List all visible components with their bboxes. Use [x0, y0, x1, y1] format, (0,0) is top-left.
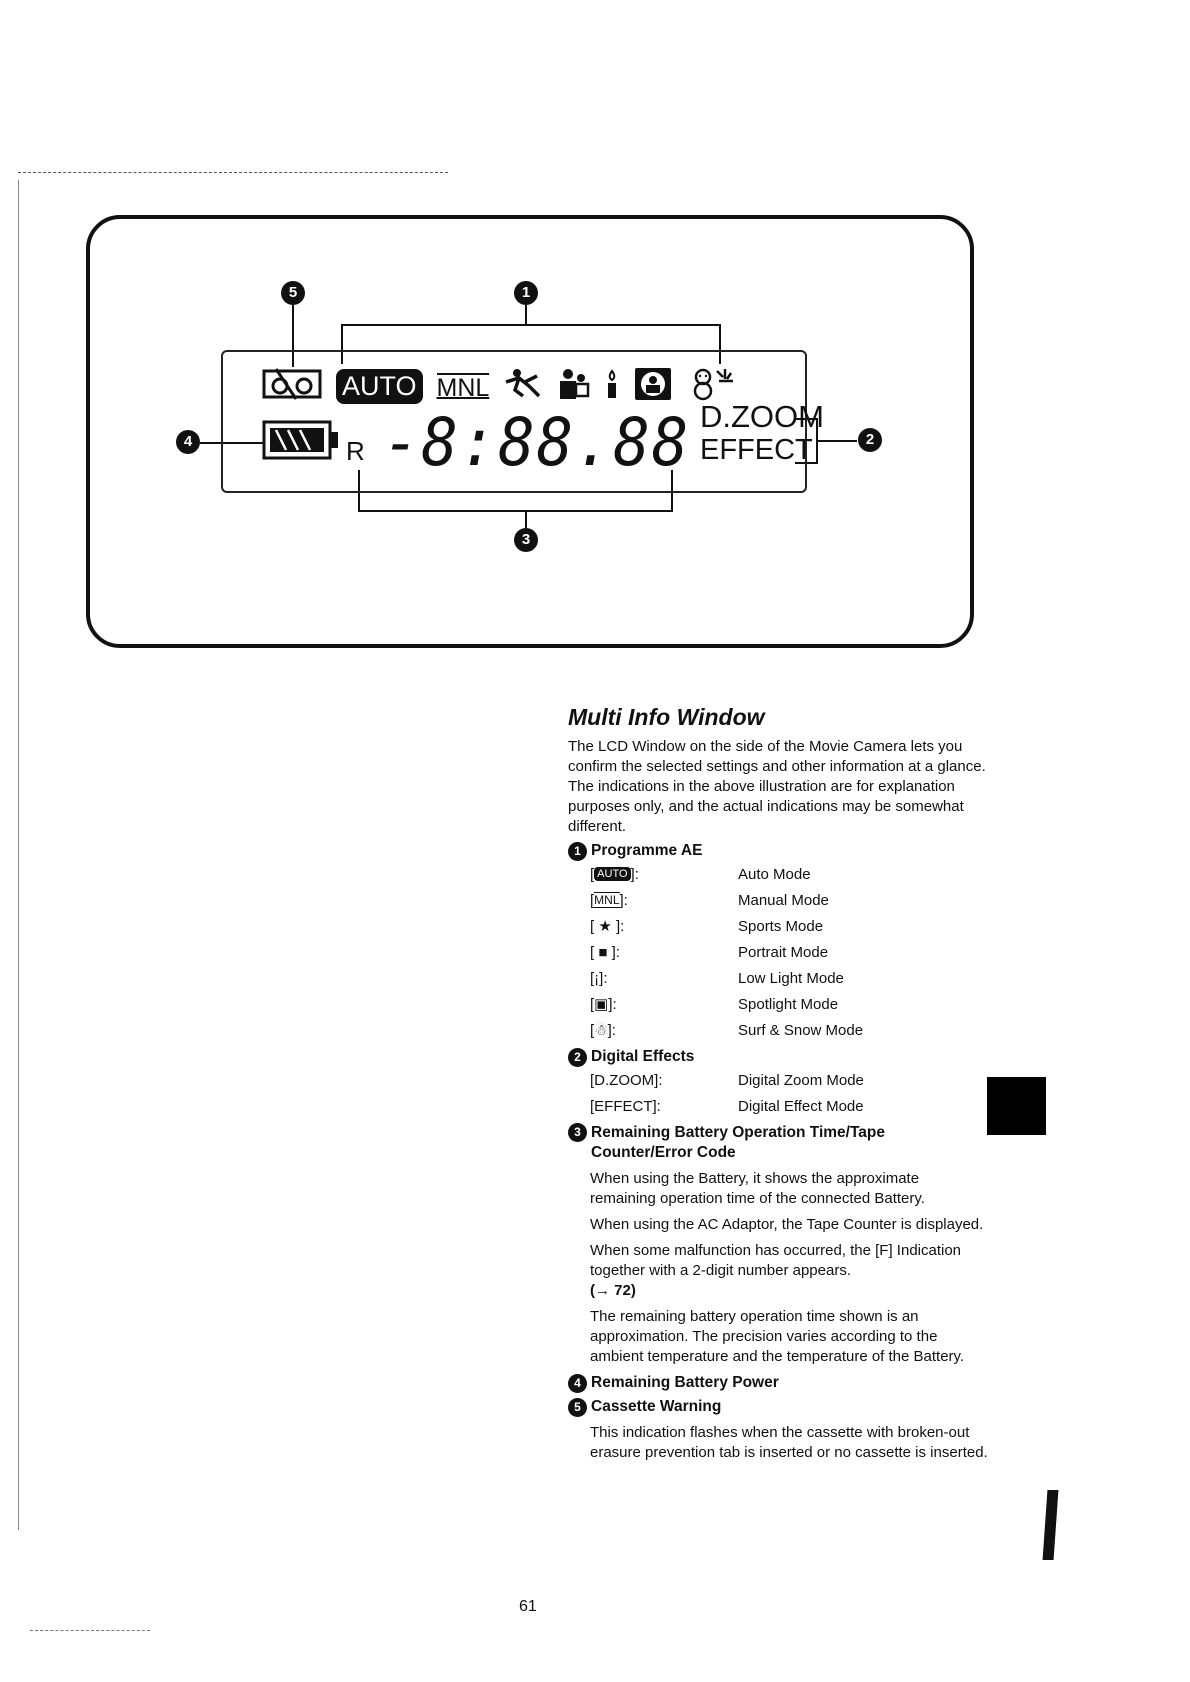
cassette-warning-paragraph: This indication flashes when the cassette with broken-out erasure prevention tab is inserted or no cassette is inserted.: [590, 1424, 988, 1461]
digital-effects-labels: [700, 400, 824, 466]
manual-mode-icon: MNL: [436, 373, 490, 402]
dzoom-label: Digital Zoom Mode: [738, 1071, 864, 1089]
number-badge-5: 5: [568, 1398, 587, 1417]
programme-ae-title: Programme AE: [591, 842, 703, 859]
number-badge-1: 1: [568, 842, 587, 861]
battery-time-title: Remaining Battery Operation Time/Tape Counter/Error Code: [591, 1124, 885, 1161]
scan-artifact-left: [18, 180, 19, 1530]
leader-1-stem: [525, 305, 527, 325]
list-item: [590, 1067, 988, 1093]
manual-mode-mini-icon: MNL: [594, 893, 620, 907]
portrait-key: [ ■ ]:: [590, 943, 620, 961]
cassette-warning-icon: [262, 367, 322, 406]
battery-power-title: Remaining Battery Power: [591, 1374, 779, 1391]
battery-time-paragraph-2: When using the AC Adaptor, the Tape Counter is displayed.: [590, 1216, 984, 1233]
list-item: [590, 1017, 988, 1043]
low-light-mode-label: Low Light Mode: [738, 969, 844, 987]
intro-paragraph-2: The indications in the above illustration are for explanation purposes only, and the actual indications may be somewhat different.: [568, 778, 964, 835]
page-reference: (→ 72): [590, 1282, 636, 1299]
list-item: [590, 861, 988, 887]
callout-1: 1: [514, 281, 538, 305]
list-item: [590, 913, 988, 939]
low-light-key: [¡]:: [590, 969, 608, 987]
cassette-warning-heading: [568, 1397, 988, 1417]
programme-ae-list: [590, 861, 988, 1043]
programme-ae-heading: [568, 841, 988, 861]
battery-time-paragraph-4: The remaining battery operation time shown is an approximation. The precision varies according to the ambient temperature and the temperature of the Battery.: [590, 1308, 965, 1365]
auto-mode-label: Auto Mode: [738, 865, 811, 883]
edge-mark: [1043, 1490, 1059, 1560]
lcd-bottom-row: [262, 404, 717, 481]
dzoom-key: [D.ZOOM]:: [590, 1071, 663, 1089]
lcd-icon-row: [262, 366, 737, 407]
low-light-mode-icon: [605, 369, 619, 404]
record-r-indicator: R: [346, 436, 365, 466]
counter-display: -8:88.88: [382, 404, 690, 481]
section-tab-marker: [987, 1077, 1046, 1135]
list-item: [590, 887, 988, 913]
spotlight-mode-icon: [633, 366, 673, 407]
effect-label: Digital Effect Mode: [738, 1097, 864, 1115]
battery-time-heading: [568, 1123, 988, 1163]
callout-4: 4: [176, 430, 200, 454]
scan-artifact-bottom: [30, 1630, 150, 1631]
battery-time-paragraph-3: When some malfunction has occurred, the [F] Indication together with a 2-digit number appears.: [590, 1242, 962, 1279]
surf-snow-mode-label: Surf & Snow Mode: [738, 1021, 864, 1039]
digital-effects-heading: [568, 1047, 988, 1067]
auto-key: [ AUTO ]:: [590, 865, 639, 883]
surf-snow-key: [☃]:: [590, 1022, 616, 1039]
sports-key: [ ★ ]:: [590, 918, 625, 935]
battery-icon: [262, 418, 340, 467]
list-item: [590, 1093, 988, 1119]
section-title: Multi Info Window: [568, 704, 765, 730]
effect-key: [EFFECT]:: [590, 1097, 661, 1115]
callout-3: 3: [514, 528, 538, 552]
page-number: 61: [519, 1598, 537, 1615]
effect-indicator: EFFECT: [700, 434, 813, 466]
portrait-mode-label: Portrait Mode: [738, 943, 829, 961]
battery-time-paragraph-1: When using the Battery, it shows the approximate remaining operation time of the connected Battery.: [590, 1170, 925, 1207]
mnl-key: [ MNL ]:: [590, 891, 628, 909]
auto-mode-icon: AUTO: [336, 369, 423, 404]
callout-5: 5: [281, 281, 305, 305]
sports-mode-icon: [503, 368, 543, 405]
intro-paragraph-1: The LCD Window on the side of the Movie Camera lets you confirm the selected settings and other information at a glance.: [568, 738, 986, 775]
battery-power-heading: [568, 1373, 988, 1393]
portrait-mode-icon: [557, 368, 591, 405]
list-item: [590, 939, 988, 965]
sports-mode-label: Sports Mode: [738, 917, 824, 935]
number-badge-4: 4: [568, 1374, 587, 1393]
manual-mode-label: Manual Mode: [738, 891, 829, 909]
scan-artifact-top: [18, 172, 448, 173]
digital-effects-title: Digital Effects: [591, 1048, 695, 1065]
spotlight-key: [▣]:: [590, 996, 617, 1013]
list-item: [590, 965, 988, 991]
callout-2: 2: [858, 428, 882, 452]
list-item: [590, 991, 988, 1017]
leader-3-stem: [525, 510, 527, 528]
text-column: [568, 704, 988, 1463]
cassette-warning-title: Cassette Warning: [591, 1398, 722, 1415]
digital-effects-list: [590, 1067, 988, 1119]
spotlight-mode-label: Spotlight Mode: [738, 995, 839, 1013]
auto-mode-mini-icon: AUTO: [594, 867, 630, 881]
leader-3-bar: [358, 510, 673, 512]
leader-1-bar: [341, 324, 721, 326]
number-badge-2: 2: [568, 1048, 587, 1067]
dzoom-indicator: D.ZOOM: [700, 399, 824, 434]
number-badge-3: 3: [568, 1123, 587, 1142]
